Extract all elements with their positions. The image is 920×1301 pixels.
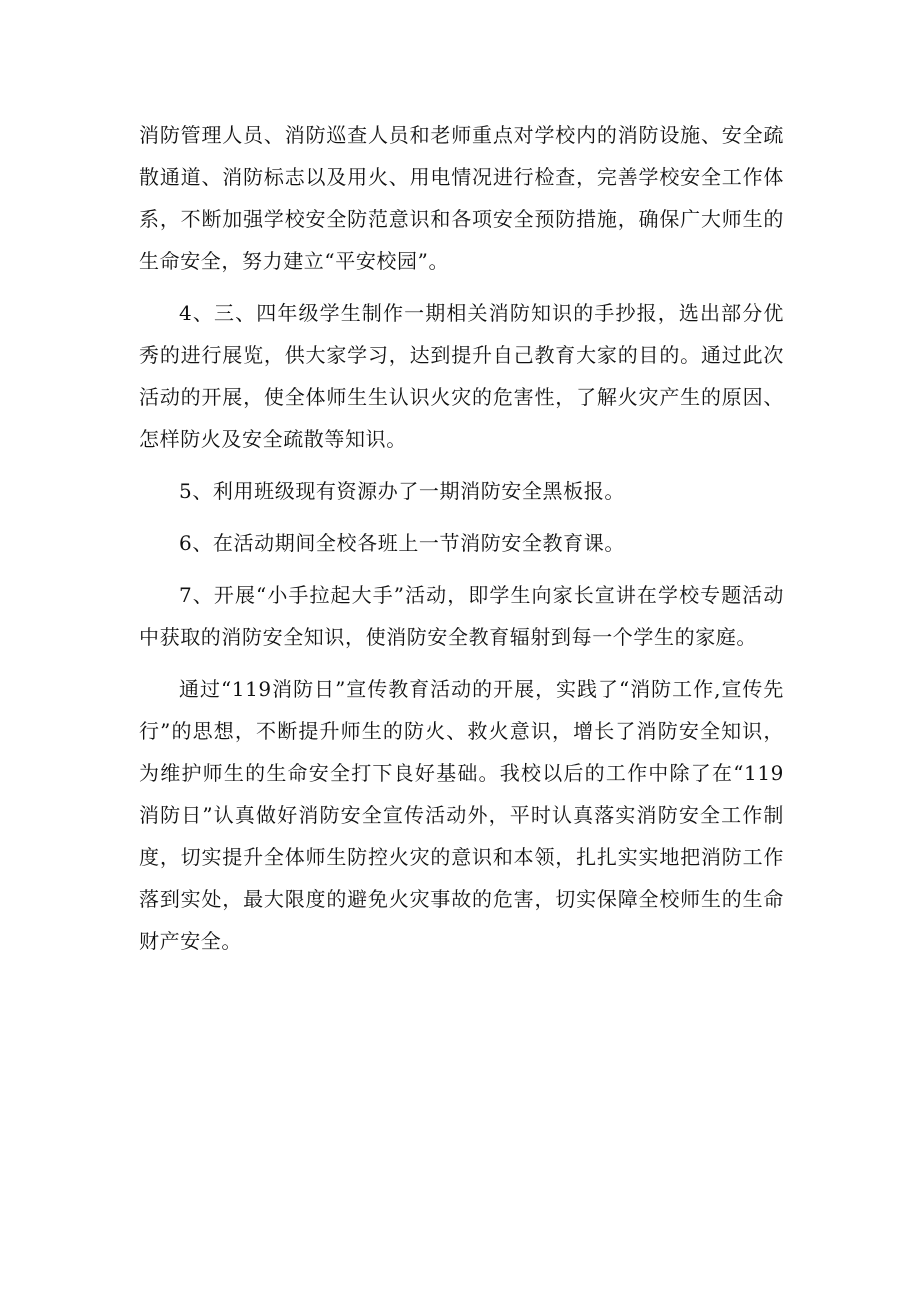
paragraph-continuation: 消防管理人员、消防巡查人员和老师重点对学校内的消防设施、安全疏散通道、消防标志以及用火、用电情况进行检查，完善学校安全工作体系，不断加强学校安全防范意识和各项安全预防措施，确保广大师生的生命安全，努力建立“平安校园”。 [139, 123, 784, 273]
paragraph-item-7: 7、开展“小手拉起大手”活动，即学生向家长宣讲在学校专题活动中获取的消防安全知识，使消防安全教育辐射到每一个学生的家庭。 [139, 583, 784, 649]
document-body [139, 114, 784, 972]
paragraph-conclusion: 通过“119消防日”宣传教育活动的开展，实践了“消防工作,宣传先行”的思想，不断提升师生的防火、救火意识，增长了消防安全知识，为维护师生的生命安全打下良好基础。我校以后的工作中除了在“119消防日”认真做好消防安全宣传活动外，平时认真落实消防安全工作制度，切实提升全体师生防控火灾的意识和本领，扎扎实实地把消防工作落到实处，最大限度的避免火灾事故的危害，切实保障全校师生的生命财产安全。 [139, 677, 784, 953]
paragraph-item-6: 6、在活动期间全校各班上一节消防安全教育课。 [179, 531, 625, 555]
paragraph-item-5: 5、利用班级现有资源办了一期消防安全黑板报。 [179, 479, 625, 503]
paragraph-item-4: 4、三、四年级学生制作一期相关消防知识的手抄报，选出部分优秀的进行展览，供大家学习，达到提升自己教育大家的目的。通过此次活动的开展，使全体师生生认识火灾的危害性，了解火灾产生的原因、怎样防火及安全疏散等知识。 [139, 301, 784, 451]
